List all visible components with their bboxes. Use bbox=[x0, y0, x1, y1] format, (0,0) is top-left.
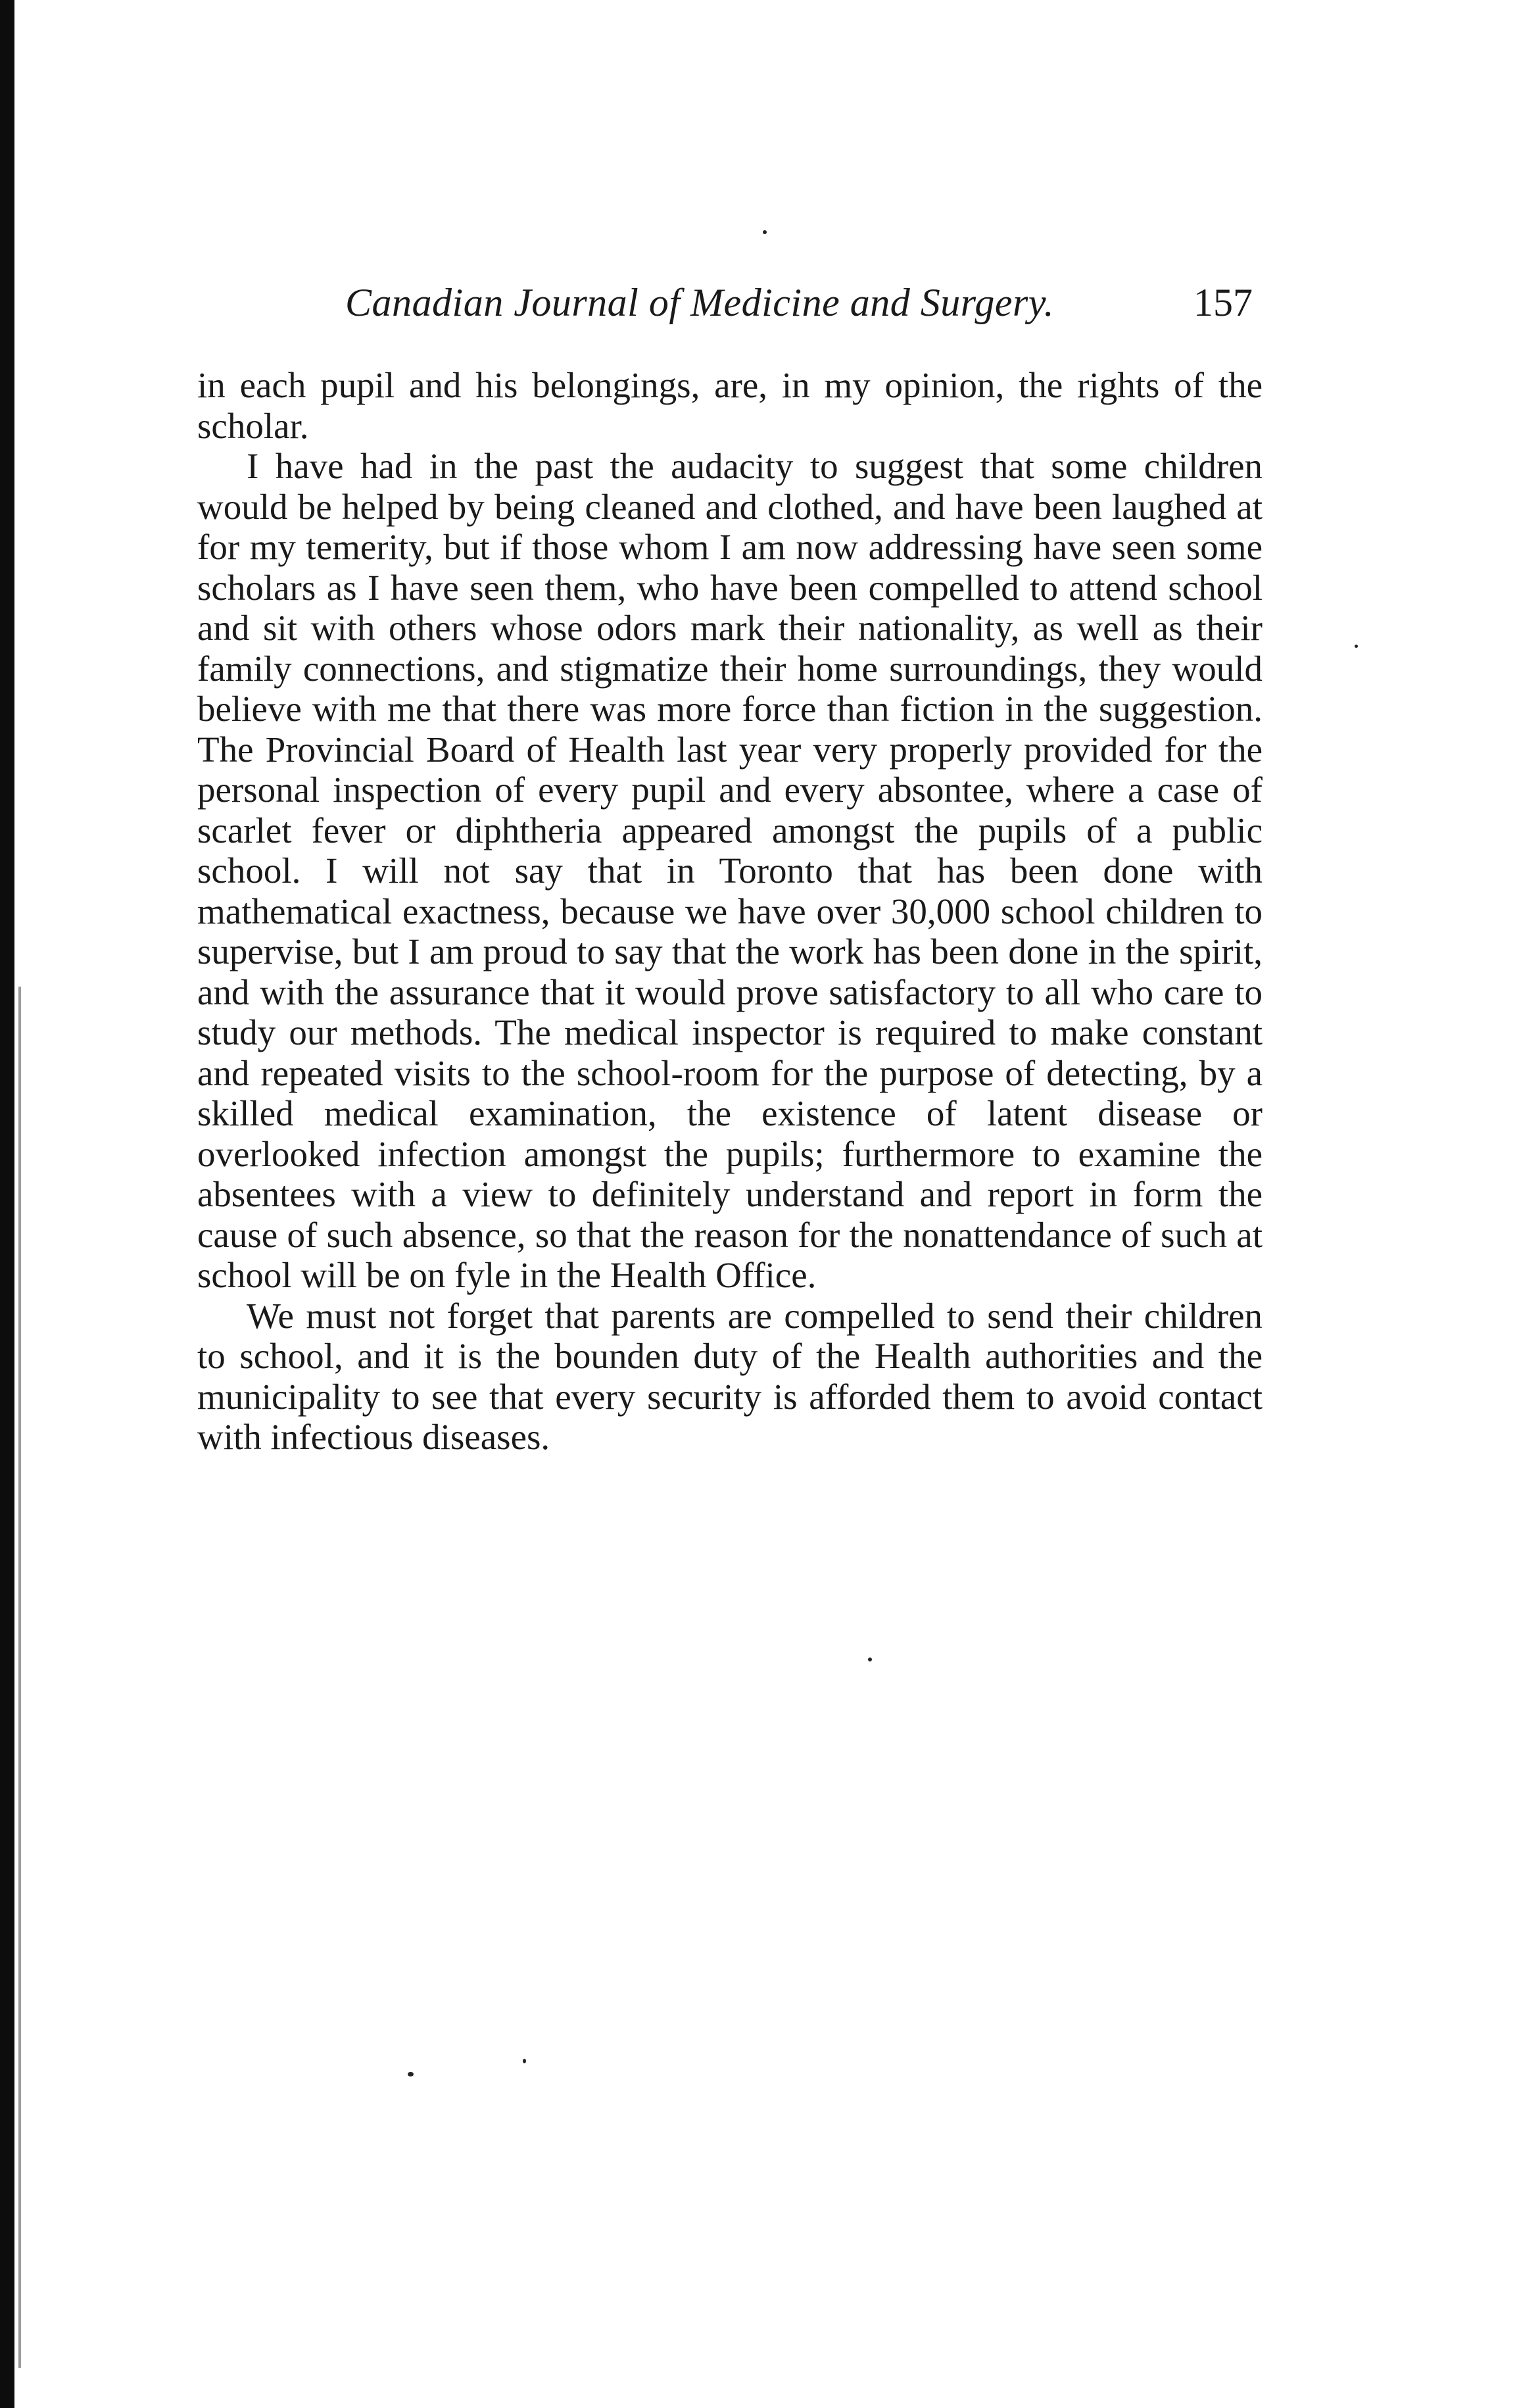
print-speck bbox=[523, 2059, 526, 2063]
running-head bbox=[197, 276, 1263, 335]
print-speck bbox=[868, 1658, 872, 1661]
scan-edge bbox=[0, 0, 14, 2408]
paragraph: I have had in the past the audacity to suggest that some children would be helped by being cleaned and clothed, and have been laughed at for my temerity, but if those whom I am now addressing have seen some scholars as I have seen them, who have been compelled to attend school and sit with others whose odors mark their nationality, as well as their family connections, and stigmatize their home surroundings, they would believe with me that there was more force than fiction in the suggestion. The Provincial Board of Health last year very properly provided for the personal inspection of every pupil and every absontee, where a case of scarlet fever or diphtheria appeared amongst the pupils of a public school. I will not say that in Toronto that has been done with mathematical exactness, because we have over 30,000 school children to supervise, but I am proud to say that the work has been done in the spirit, and with the assurance that it would prove satisfactory to all who care to study our methods. The medical inspector is required to make constant and repeated visits to the school-room for the purpose of detecting, by a skilled medical examination, the existence of latent disease or overlooked infection amongst the pupils; furthermore to examine the absentees with a view to definitely understand and report in form the cause of such absence, so that the reason for the nonattendance of such at school will be on fyle in the Health Office. bbox=[197, 446, 1263, 1295]
print-speck bbox=[408, 2072, 414, 2076]
paragraph: We must not forget that parents are compelled to send their children to school, and it is the bounden duty of the Health authorities and the municipality to see that every security is afforded them to avoid contact with infectious diseases. bbox=[197, 1295, 1263, 1457]
scan-edge-shadow bbox=[18, 987, 21, 2368]
page-number: 157 bbox=[1193, 281, 1253, 324]
print-speck bbox=[763, 230, 767, 234]
paragraph-continued: in each pupil and his belongings, are, in my opinion, the rights of the scholar. bbox=[197, 365, 1263, 446]
journal-title: Canadian Journal of Medicine and Surgery. bbox=[345, 281, 1055, 324]
document-page bbox=[197, 276, 1263, 1458]
print-speck bbox=[1355, 645, 1358, 648]
article-body bbox=[197, 365, 1263, 1458]
